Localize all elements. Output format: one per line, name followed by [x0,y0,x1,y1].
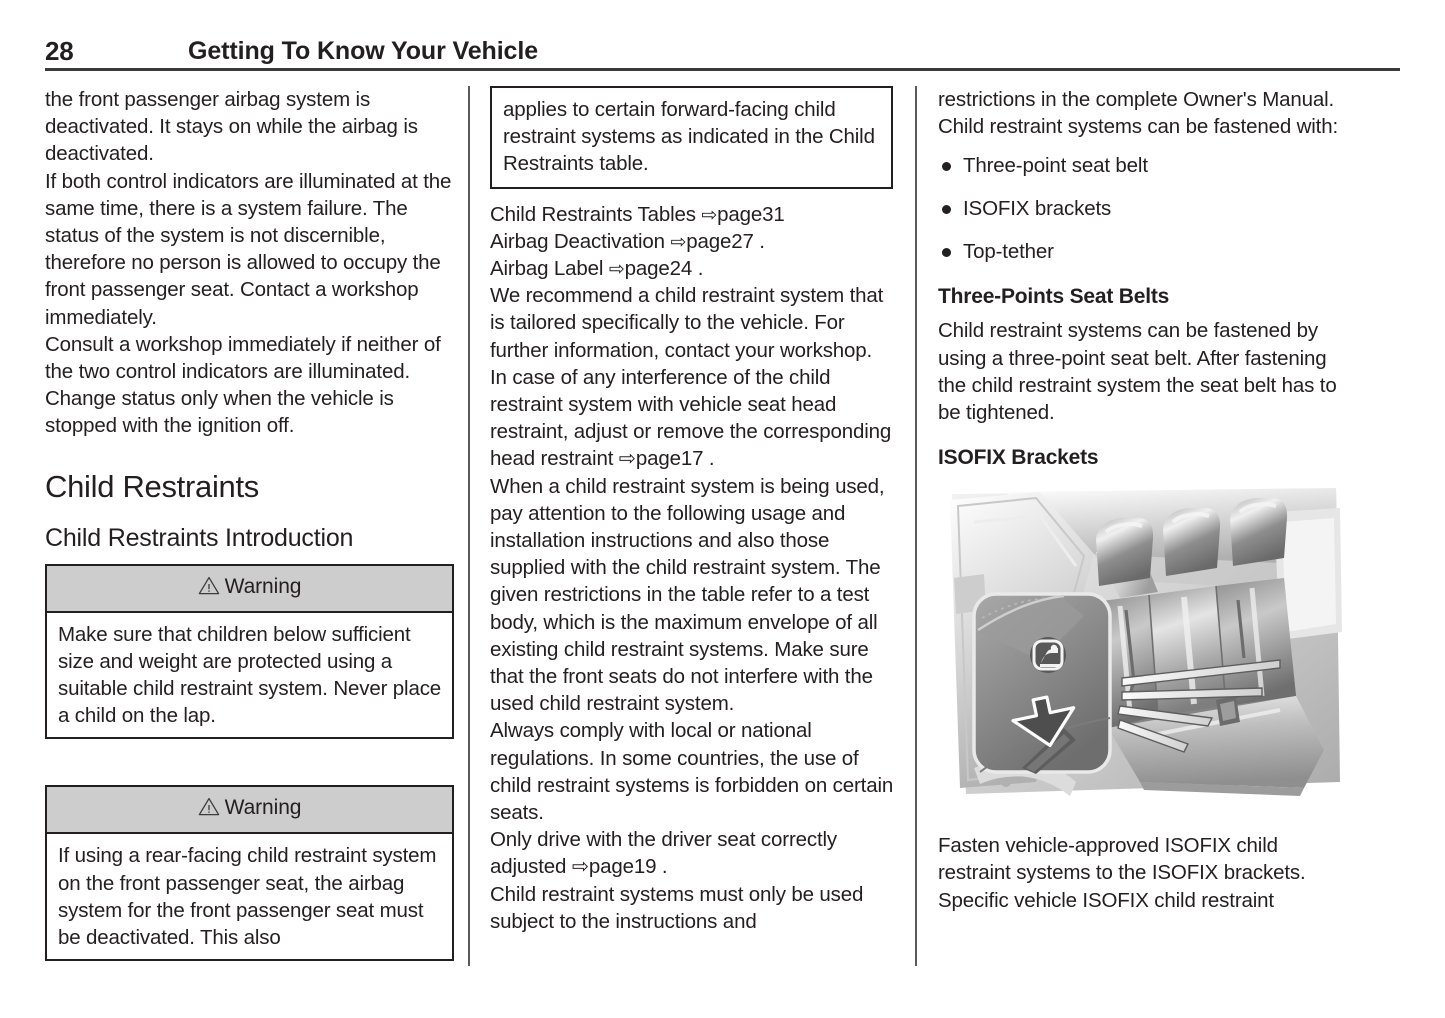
warning-box-2 [45,785,454,961]
paragraph: Consult a workshop immediately if neither of the two control indicators are illuminated. [45,332,441,384]
warning-label: Warning [224,574,302,598]
paragraph: Fasten vehicle-approved ISOFIX child restraint systems to the ISOFIX brackets. Specific vehicle ISOFIX child restraint [938,834,1306,912]
note-box-continuation [490,86,893,189]
list-item: Three-point seat belt [938,152,1350,179]
xref-label: Airbag Deactivation [490,229,665,253]
middle-column [490,86,902,935]
warning-box-1 [45,564,454,740]
paragraph: If both control indicators are illuminated at the same time, there is a system failure. The status of the system is not discernible, therefore no person is allowed to occupy the front passenger seat. Contact a workshop immediately. [45,169,452,329]
xref-arrow-icon: ⇨ [701,204,718,226]
xref-target: page27 [686,229,754,253]
xref-arrow-icon: ⇨ [670,231,687,253]
paragraph: Child restraint systems can be fastened by using a three-point seat belt. After fastening the child restraint system the seat belt has to be tightened. [938,319,1337,425]
cross-reference-airbag-label[interactable] [490,255,902,282]
paragraph: Change status only when the vehicle is stopped with the ignition off. [45,387,394,438]
heading-three-points-seat-belts: Three-Points Seat Belts [938,285,1170,309]
warning-box-1-header [47,566,452,613]
warning-triangle-icon [198,576,220,602]
page-header [45,36,1400,70]
isofix-brackets-illustration [944,482,1344,804]
isofix-child-seat-icon [1030,637,1066,673]
warning-box-1-body: Make sure that children below sufficient size and weight are protected using a suitable child restraint system. Never place a child on the lap. [58,622,442,728]
list-item: ISOFIX brackets [938,195,1350,222]
warning-box-2-header [47,787,452,834]
section-heading-child-restraints: Child Restraints [45,468,260,504]
fastening-methods-list [938,152,1350,265]
column-divider-left [468,86,470,966]
column-divider-right [915,86,917,966]
xref-suffix: . [692,257,704,281]
paragraph: In case of any interference of the child restraint system with vehicle seat head restraint, adjust or remove the corresponding head restraint ⇨page17 . [490,365,892,471]
list-item: Top-tether [938,238,1350,265]
left-column [45,86,460,961]
xref-target: page24 [624,257,693,281]
page-number: 28 [45,36,74,66]
paragraph: the front passenger airbag system is deactivated. It stays on while the airbag is deactivated. [45,88,418,166]
paragraph: When a child restraint system is being used, pay attention to the following usage and installation instructions and also those supplied with the child restraint system. The given restrictions in the table refer to a test body, which is the maximum envelope of all existing child restraint systems. Make sure that the front seats do not interfere with the used child restraint system. [490,474,885,716]
paragraph: Child restraint systems can be fastened with: [938,115,1339,139]
paragraph: Always comply with local or national regulations. In some countries, the use of child restraint systems is forbidden on certain seats. [490,719,894,825]
paragraph: Child restraint systems must only be used subject to the instructions and [490,882,864,933]
warning-label: Warning [224,796,302,820]
warning-box-2-body: If using a rear-facing child restraint system on the front passenger seat, the airbag system for the front passenger seat must be deactivated. This also [58,844,437,950]
right-column [938,86,1350,914]
page-title: Getting To Know Your Vehicle [188,37,539,65]
cross-reference-airbag-deactivation[interactable] [490,228,902,255]
xref-target: page31 [717,202,785,226]
subsection-heading-child-restraints-introduction: Child Restraints Introduction [45,523,354,552]
xref-suffix: . [753,229,765,253]
warning-triangle-icon [198,797,220,823]
heading-isofix-brackets: ISOFIX Brackets [938,446,1099,470]
cross-reference-child-restraints-tables[interactable] [490,201,902,228]
header-rule [45,68,1400,71]
paragraph: Only drive with the driver seat correctly adjusted ⇨page19 . [490,828,838,879]
xref-label: Airbag Label [490,257,604,281]
paragraph: We recommend a child restraint system that is tailored specifically to the vehicle. For further information, contact your workshop. [490,284,884,362]
xref-arrow-icon: ⇨ [608,259,625,281]
note-box-text: applies to certain forward-facing child restraint systems as indicated in the Child Restraints table. [503,98,875,176]
paragraph: restrictions in the complete Owner's Manual. [938,88,1335,111]
xref-label: Child Restraints Tables [490,202,696,226]
